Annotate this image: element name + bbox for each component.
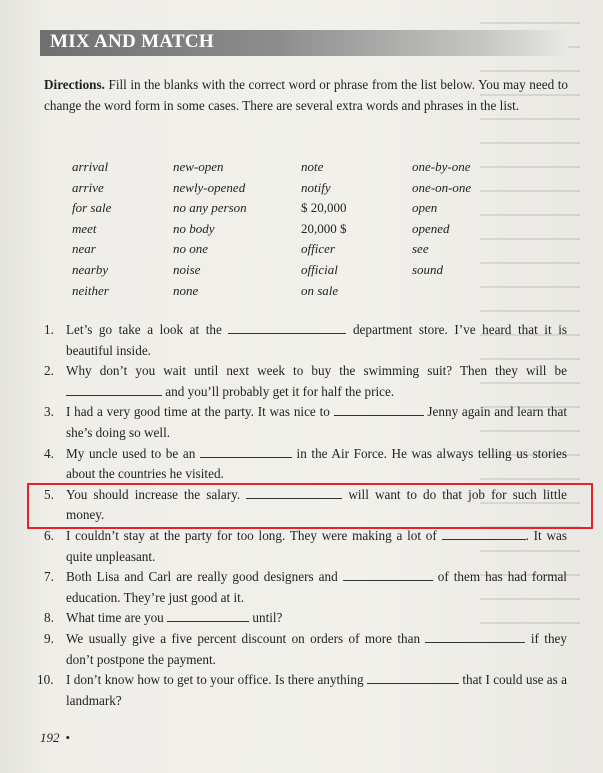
question-number: 8. — [44, 610, 54, 626]
question-number: 10. — [37, 672, 54, 688]
answer-blank[interactable] — [334, 403, 424, 416]
word-bank-column-1 — [72, 157, 111, 301]
question-text-after: and you’ll probably get it for half the price. — [165, 383, 395, 399]
word-bank-item: noise — [173, 261, 201, 277]
question-text-before: My uncle used to be an — [66, 445, 196, 461]
word-bank-item: near — [72, 241, 96, 257]
word-bank-item: official — [301, 261, 338, 277]
question-text-before: I had a very good time at the party. It was nice to — [66, 404, 330, 420]
question-text-after: will want to do that job for such little money. — [66, 486, 568, 523]
answer-blank[interactable] — [200, 445, 292, 458]
word-bank-item: note — [301, 159, 324, 174]
answer-blank[interactable] — [228, 321, 346, 334]
word-bank-item: newly-opened — [173, 179, 246, 195]
word-bank-item: arrive — [72, 179, 104, 195]
question-6 — [44, 526, 567, 567]
word-bank-item: notify — [301, 179, 331, 195]
directions-text: Fill in the blanks with the correct word or phrase from the list below. You may need to change the word form in some cases. There are several extra words and phrases in the list. — [44, 77, 568, 113]
question-text-before: I couldn’t stay at the party for too long. They were making a lot of — [66, 527, 437, 543]
question-text-before: You should increase the salary. — [66, 486, 241, 502]
word-bank-item: one-on-one — [412, 179, 472, 195]
directions-label: Directions. — [44, 77, 105, 92]
word-bank-column-4 — [412, 157, 471, 281]
question-8 — [44, 608, 567, 629]
word-bank-item: officer — [301, 241, 335, 257]
question-text-after: until? — [252, 610, 283, 626]
word-bank-item: one-by-one — [412, 159, 471, 174]
word-bank-item: sound — [412, 261, 444, 277]
word-bank-item: no any person — [173, 200, 247, 216]
question-text-after: Jenny again and learn that she’s doing so well. — [66, 404, 568, 440]
question-number: 9. — [44, 630, 54, 646]
question-text-before: We usually give a five percent discount on orders of more than — [66, 630, 421, 646]
answer-blank[interactable] — [66, 383, 162, 396]
question-text-after: of them has had formal education. They’re just good at it. — [66, 569, 567, 605]
word-bank-column-2 — [173, 157, 247, 301]
word-bank-item: see — [412, 241, 429, 257]
answer-blank[interactable] — [343, 568, 433, 581]
word-bank-item: 20,000 $ — [301, 220, 347, 236]
question-number: 3. — [44, 404, 54, 420]
question-text-before: Both Lisa and Carl are really good designers and — [66, 569, 338, 585]
question-7 — [44, 567, 567, 608]
question-number: 7. — [44, 569, 54, 585]
question-number: 2. — [44, 363, 54, 379]
bullet-icon: • — [65, 730, 71, 745]
question-4 — [44, 444, 567, 485]
word-bank-item: no body — [173, 220, 215, 236]
question-text-after: in the Air Force. He was always telling us stories about the countries he visited. — [66, 445, 568, 482]
word-bank-item: open — [412, 200, 438, 216]
question-text-after: . It was quite unpleasant. — [66, 527, 567, 564]
question-text-before: Why don’t you wait until next week to buy the swimming suit? Then they will be — [66, 363, 567, 379]
word-bank-item: nearby — [72, 261, 109, 277]
question-text-after: if they don’t postpone the payment. — [66, 630, 568, 667]
question-text-before: I don’t know how to get to your office. Is there anything — [66, 672, 364, 688]
answer-blank[interactable] — [367, 671, 459, 684]
question-5-highlight-box — [27, 483, 593, 529]
word-bank-item: new-open — [173, 159, 224, 174]
question-1 — [44, 320, 567, 361]
word-bank-item: none — [173, 282, 199, 298]
word-bank-item: $ 20,000 — [301, 200, 347, 216]
section-title: MIX AND MATCH — [50, 31, 214, 52]
question-3 — [44, 402, 567, 443]
question-9 — [44, 629, 567, 670]
question-10 — [37, 670, 567, 711]
word-bank-item: arrival — [72, 159, 109, 174]
answer-blank[interactable] — [425, 630, 525, 643]
page-number: 192 — [40, 730, 60, 745]
question-number: 1. — [44, 322, 54, 337]
word-bank-item: no one — [173, 241, 209, 257]
question-text-before: Let’s go take a look at the — [66, 322, 222, 337]
question-text-before: What time are you — [66, 610, 164, 626]
page-footer — [40, 730, 70, 746]
word-bank-item: on sale — [301, 282, 339, 298]
word-bank-item: meet — [72, 220, 97, 236]
word-bank-item: neither — [72, 282, 109, 298]
answer-blank[interactable] — [167, 609, 249, 622]
word-bank-column-3 — [301, 157, 347, 301]
question-number: 4. — [44, 445, 54, 461]
question-number: 6. — [44, 527, 54, 543]
directions-paragraph — [44, 74, 568, 116]
question-2 — [44, 361, 567, 402]
word-bank-item: opened — [412, 220, 450, 236]
question-text-after: that I could use as a landmark? — [66, 672, 567, 708]
word-bank-item: for sale — [72, 200, 112, 216]
question-text-after: department store. I’ve heard that it is beautiful inside. — [66, 322, 567, 358]
question-number: 5. — [44, 486, 54, 502]
